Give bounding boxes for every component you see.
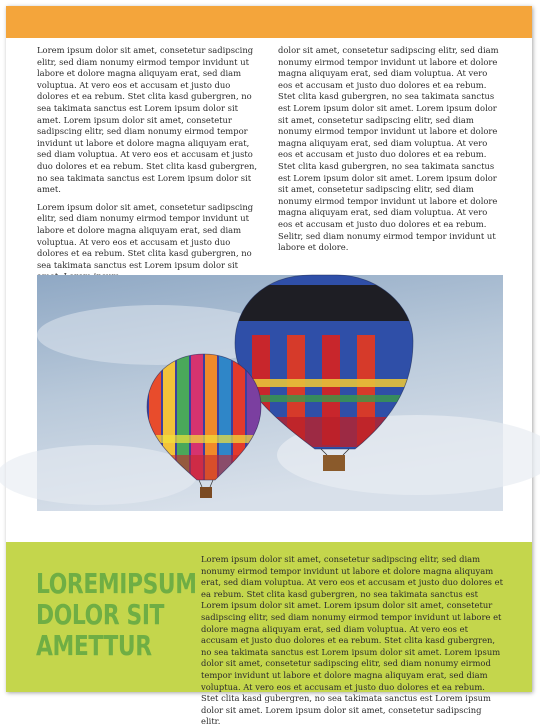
hot-air-balloons-photo (37, 275, 503, 511)
balloons-illustration (37, 275, 503, 511)
headline-line-2: DOLOR SIT (36, 598, 165, 631)
small-balloon-basket (200, 487, 212, 498)
left-paragraph-2: Lorem ipsum dolor sit amet, consetetur sadipscing elitr, sed diam nonumy eirmod tempor invidunt ut labore et dolore magna aliquyam erat, sed diam voluptua. At vero eos et accusam et justo duo dolores et ea rebum. Stet clita kasd gubergren, no sea takimata sanctus est Lorem ipsum dolor sit (37, 201, 254, 270)
top-accent-band (6, 6, 532, 38)
large-balloon-basket (323, 455, 345, 471)
right-text-column (278, 45, 504, 260)
document-page (6, 6, 532, 727)
right-paragraph-1: dolor sit amet, consetetur sadipscing elitr, sed diam nonumy eirmod tempor invidunt ut labore et dolore magna aliquyam erat, sed diam voluptua. At vero eos et accusam et justo duo dolores et ea rebum. Stet clita kasd gubergren, no sea takimata sanctus est Lorem ipsum dolor sit amet. Lorem ipsum dolor sit amet, consetetur sadipscing elitr, sed diam nonumy eirmod tempor invidunt ut labore et dolore magna aliquyam erat, sed diam voluptua. At vero eos et accusam et justo duo dolores et ea rebum. Stet clita kasd gubergren, no sea takimata sanctus est Lorem ipsum dolor sit amet. Lorem ipsum dolor sit amet, consetetur sadipscing elitr, sed diam nonumy eirmod tempor invidunt ut labore et dolore magna aliquyam erat, sed diam voluptua. At vero eos et accusam et justo duo dolores et ea rebum. Selitr, sed diam nonumy eirmod tempor invidunt ut labore et dolore. (278, 45, 499, 253)
headline-line-3: AMETTUR (36, 629, 152, 662)
left-paragraph-1: Lorem ipsum dolor sit amet, consetetur sadipscing elitr, sed diam nonumy eirmod tempor invidunt ut labore et dolore magna aliquyam erat, sed diam voluptua. At vero eos et accusam et justo duo dolores et ea rebum. Stet clita kasd gubergren, no sea takimata sanctus est Lorem ipsum dolor sit amet. Lorem ipsum dolor sit amet, consetetur sadipscing elitr, sed diam nonumy eirmod tempor invidunt ut labore et dolore magna aliquyam erat, sed diam voluptua. At vero eos et accusam et justo duo dolores et ea rebum. Stet clita kasd gubergren, no sea takimata sanctus est Lorem ipsum dolor sit amet. (37, 45, 258, 195)
bottom-paragraph: Lorem ipsum dolor sit amet, consetetur sadipscing elitr, sed diam nonumy eirmod tempor invidunt ut labore et dolore magna aliquyam erat, sed diam voluptua. At vero eos et accusam et justo duo dolores et ea rebum. Stet clita kasd gubergren, no sea takimata sanctus est Lorem ipsum dolor sit amet. Lorem ipsum dolor sit amet, consetetur sadipscing elitr, sed diam nonumy eirmod tempor invidunt ut labore et dolore magna aliquyam erat, sed diam voluptua. At vero eos et accusam et justo duo dolores et ea rebum. Stet clita kasd gubergren, no sea takimata sanctus est Lorem ipsum dolor sit amet. Lorem ipsum dolor sit amet, consetetur sadipscing elitr, sed diam nonumy eirmod tempor invidunt ut labore et dolore magna aliquyam erat, sed diam voluptua. At vero eos et accusam et justo duo dolores et ea rebum. Stet clita kasd gubergren, no sea takimata sanctus est Lorem ipsum dolor sit amet. Lorem ipsum dolor sit amet, consetetur sadipscing elitr. (201, 554, 503, 727)
left-text-column (37, 45, 263, 289)
headline-line-1: LOREMIPSUM (36, 567, 197, 600)
headline (36, 567, 197, 662)
